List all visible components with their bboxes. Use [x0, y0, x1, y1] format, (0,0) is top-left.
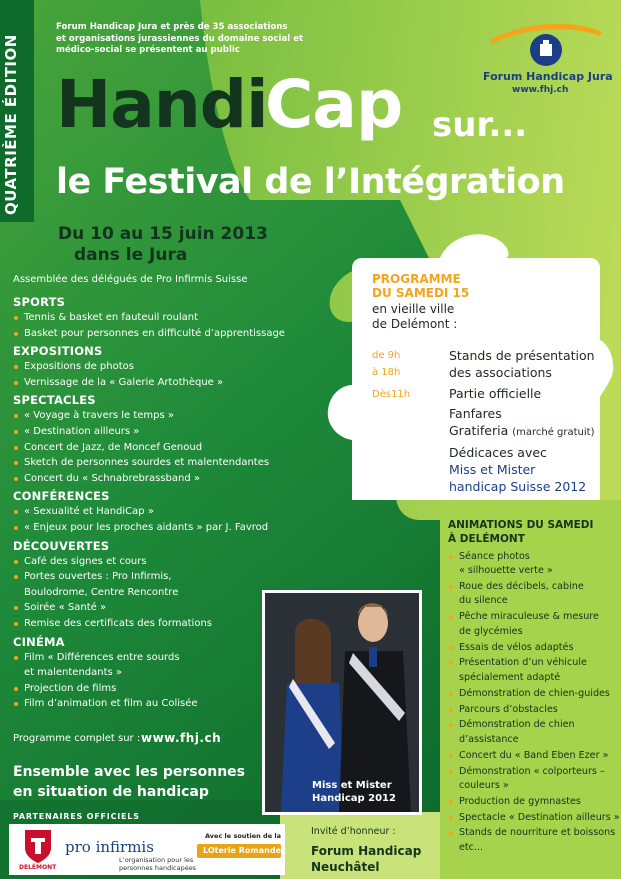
subtitle: le Festival de l’Intégration	[56, 162, 565, 202]
delemont-crest-icon	[23, 828, 53, 864]
list-item: Sketch de personnes sourdes et malentendantes	[13, 455, 313, 471]
section-title: SPECTACLES	[13, 393, 96, 408]
programme-event	[449, 422, 595, 441]
loterie-name: LOterie Romande	[203, 846, 281, 855]
animation-item: du silence	[459, 595, 508, 607]
programme-event: Dédicaces avec	[449, 445, 547, 460]
animation-item: Présentation d’un véhicule	[448, 656, 620, 670]
programme-events	[449, 347, 595, 495]
animations-list	[448, 550, 620, 855]
forum-handicap-logo-icon	[486, 18, 606, 68]
programme-loc-line: en vieille ville	[372, 302, 455, 316]
list-item: Boulodrome, Centre Rencontre	[24, 586, 179, 598]
pro-infirmis-subtitle	[119, 856, 196, 872]
list-item: « Sexualité et HandiCap »	[13, 504, 313, 520]
animation-item: Stands de nourriture et boissons	[448, 826, 620, 840]
photo-caption: Handicap 2012	[312, 793, 396, 804]
title-handi: Handi	[56, 66, 268, 143]
time-label: de 9h	[372, 350, 401, 361]
animations-title-line: ANIMATIONS DU SAMEDI	[448, 519, 594, 531]
delemont-label: DELÉMONT	[19, 864, 57, 871]
section-title: SPORTS	[13, 295, 66, 309]
intro-line: médico-social se présentent au public	[56, 45, 240, 55]
programme-event: Miss et Mister	[449, 462, 536, 477]
animation-item: etc...	[459, 841, 484, 853]
section-spectacles	[13, 393, 313, 486]
time-label: à 18h	[372, 367, 401, 378]
section-sports	[13, 295, 313, 341]
animation-item: Séance photos	[448, 550, 620, 564]
programme-event: des associations	[449, 365, 552, 380]
section-title: DÉCOUVERTES	[13, 538, 110, 553]
edition-label: QUATRIÈME ÉDITION	[2, 34, 20, 215]
title-cap: Cap	[265, 66, 403, 143]
list-item: Café des signes et cours	[13, 554, 313, 570]
gratiferia-label: Gratiferia	[449, 423, 509, 438]
section-conferences	[13, 489, 313, 535]
list-item: Concert de Jazz, de Moncef Genoud	[13, 440, 313, 456]
animation-item: Essais de vélos adaptés	[448, 641, 620, 655]
animation-item: couleurs »	[459, 779, 509, 791]
pro-infirmis-sub-line: L’organisation pour les	[119, 856, 194, 864]
programme-event: Stands de présentation	[449, 348, 595, 363]
animations-title-line: À DELÉMONT	[448, 533, 525, 545]
animation-item: Concert du « Band Eben Ezer »	[448, 749, 620, 763]
list-item: Basket pour personnes en difficulté d’apprentissage	[13, 326, 313, 342]
programme-location	[372, 302, 457, 332]
programme-title-line: DU SAMEDI 15	[372, 286, 470, 300]
programme-event: Partie officielle	[449, 386, 542, 401]
list-item: et malentendants »	[24, 667, 123, 679]
section-title: CONFÉRENCES	[13, 489, 110, 504]
ensemble-line1: Ensemble avec les personnes	[13, 764, 246, 780]
list-item: Film « Différences entre sourds	[13, 650, 313, 666]
programme-loc-line: de Delémont :	[372, 317, 458, 331]
list-item: Portes ouvertes : Pro Infirmis,	[13, 569, 313, 585]
list-item: Expositions de photos	[13, 359, 313, 375]
list-item: Film d’animation et film au Colisée	[13, 696, 313, 712]
logo-url[interactable]: www.fhj.ch	[512, 85, 569, 95]
list-item: « Voyage à travers le temps »	[13, 408, 313, 424]
section-title: EXPOSITIONS	[13, 344, 103, 359]
ensemble-line2: en situation de handicap	[13, 784, 209, 800]
invite-name: Neuchâtel	[311, 860, 380, 874]
programme-complet-label: Programme complet sur :	[13, 733, 141, 744]
pro-infirmis-logo: pro infirmis	[65, 838, 154, 856]
animation-item: Roue des décibels, cabine	[448, 580, 620, 594]
programme-event: handicap Suisse 2012	[449, 479, 587, 494]
list-item: Tennis & basket en fauteuil roulant	[13, 310, 313, 326]
animation-item: Pêche miraculeuse & mesure	[448, 610, 620, 624]
gratiferia-note: (marché gratuit)	[512, 427, 595, 438]
title-sur: sur...	[432, 105, 528, 145]
section-expositions	[13, 344, 313, 390]
list-item: Concert du « Schnabrebrassband »	[13, 471, 313, 487]
intro-line: Forum Handicap Jura et près de 35 associations	[56, 22, 288, 32]
loterie-label: Avec le soutien de la	[205, 832, 281, 840]
animation-item: Démonstration de chien	[448, 718, 620, 732]
programme-title-line: PROGRAMME	[372, 272, 461, 286]
partners-box	[9, 824, 285, 875]
intro-line: et organisations jurassiennes du domaine social et	[56, 33, 304, 44]
list-item: « Destination ailleurs »	[13, 424, 313, 440]
assembly-text: Assemblée des délégués de Pro Infirmis Suisse	[13, 274, 248, 285]
programme-title	[372, 272, 469, 300]
time-label: Dès11h	[372, 389, 411, 400]
intro-text	[56, 22, 306, 57]
programme-event: Fanfares	[449, 406, 502, 421]
list-item: « Enjeux pour les proches aidants » par J. Favrod	[13, 520, 313, 536]
dates-line1: Du 10 au 15 juin 2013	[58, 224, 268, 244]
logo-name: Forum Handicap Jura	[483, 70, 613, 83]
list-item: Remise des certificats des formations	[13, 616, 313, 632]
programme-complet-link[interactable]: www.fhj.ch	[141, 731, 222, 745]
dates-line2: dans le Jura	[74, 245, 188, 265]
animation-item: Production de gymnastes	[448, 795, 620, 809]
animation-item: de glycémies	[459, 625, 523, 637]
section-title: CINÉMA	[13, 634, 65, 649]
photo-caption: Miss et Mister	[312, 780, 392, 791]
invite-name: Forum Handicap	[311, 844, 422, 858]
animations-title	[448, 518, 593, 546]
list-item: Soirée « Santé »	[13, 600, 313, 616]
animation-item: d’assistance	[459, 733, 519, 745]
invite-label: Invité d’honneur :	[311, 826, 396, 837]
animation-item: Parcours d’obstacles	[448, 703, 620, 717]
animation-item: « silhouette verte »	[459, 565, 553, 577]
list-item: Vernissage de la « Galerie Artothèque »	[13, 375, 313, 391]
animation-item: spécialement adapté	[459, 671, 561, 683]
list-item: Projection de films	[13, 681, 313, 697]
loterie-logo	[197, 844, 281, 858]
animation-item: Démonstration « colporteurs –	[448, 765, 620, 779]
pro-infirmis-sub-line: personnes handicapées	[119, 864, 197, 872]
animation-item: Démonstration de chien-guides	[448, 687, 620, 701]
partners-label: PARTENAIRES OFFICIELS	[13, 812, 140, 821]
animation-item: Spectacle « Destination ailleurs »	[448, 811, 620, 825]
